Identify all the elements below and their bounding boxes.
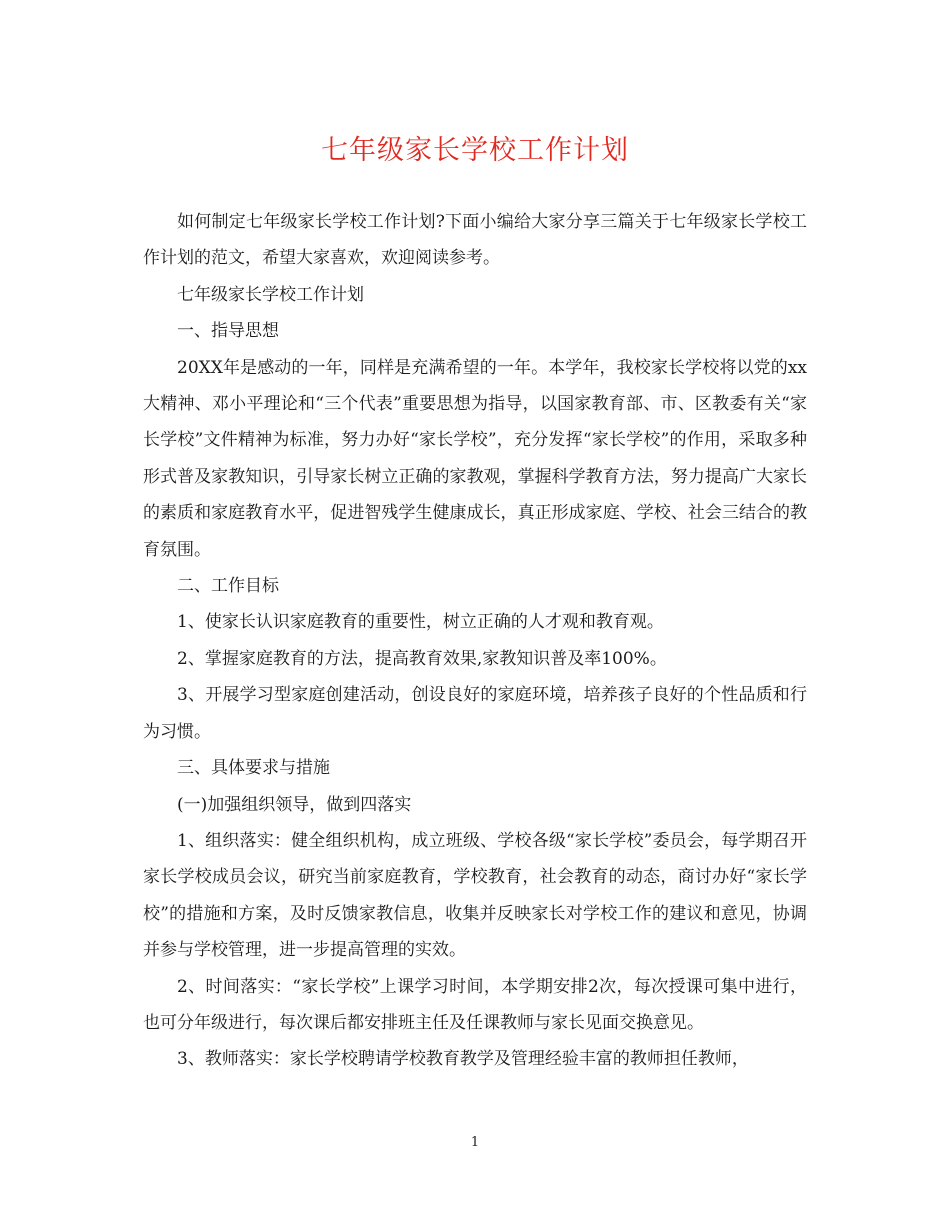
goal-item-1: 1、使家长认识家庭教育的重要性，树立正确的人才观和教育观。 xyxy=(177,612,664,633)
document-title: 七年级家长学校工作计划 xyxy=(321,135,629,166)
subsection-heading-1: (一)加强组织领导，做到四落实 xyxy=(177,794,412,815)
paragraph-guiding-thought: 20XX年是感动的一年，同样是充满希望的一年。本学年，我校家长学校将以党的xx大精神、邓小平理论和“三个代表”重要思想为指导，以国家教育部、市、区教委有关“家长学校”文件精神为标准，努力办好“家长学校”，充分发挥“家长学校”的作用，采取多种形式普及家教知识，引导家长树立正确的家教观，掌握科学教育方法，努力提高广大家长的素质和家庭教育水平，促进智残学生健康成长，真正形成家庭、学校、社会三结合的教育氛围。 xyxy=(143,357,807,560)
section-heading-2: 二、工作目标 xyxy=(177,576,279,597)
measure-item-2: 2、时间落实：“家长学校”上课学习时间，本学期安排2次，每次授课可集中进行，也可分年级进行，每次课后都安排班主任及任课教师与家长见面交换意见。 xyxy=(143,976,807,1033)
page-number: 1 xyxy=(470,1135,480,1150)
measure-item-3: 3、教师落实：家长学校聘请学校教育教学及管理经验丰富的教师担任教师， xyxy=(177,1049,749,1070)
paragraph-subtitle: 七年级家长学校工作计划 xyxy=(177,284,364,305)
document-body xyxy=(143,204,807,1078)
paragraph-intro: 如何制定七年级家长学校工作计划?下面小编给大家分享三篇关于七年级家长学校工作计划的范文，希望大家喜欢，欢迎阅读参考。 xyxy=(143,212,807,269)
goal-item-3: 3、开展学习型家庭创建活动，创设良好的家庭环境，培养孩子良好的个性品质和行为习惯。 xyxy=(143,685,807,742)
measure-item-1: 1、组织落实：健全组织机构，成立班级、学校各级“家长学校”委员会，每学期召开家长学校成员会议，研究当前家庭教育，学校教育，社会教育的动态，商讨办好“家长学校”的措施和方案，及时反馈家教信息，收集并反映家长对学校工作的建议和意见，协调并参与学校管理，进一步提高管理的实效。 xyxy=(143,830,807,961)
section-heading-1: 一、指导思想 xyxy=(177,321,279,342)
section-heading-3: 三、具体要求与措施 xyxy=(177,758,330,779)
goal-item-2: 2、掌握家庭教育的方法，提高教育效果,家教知识普及率100%。 xyxy=(177,648,667,669)
